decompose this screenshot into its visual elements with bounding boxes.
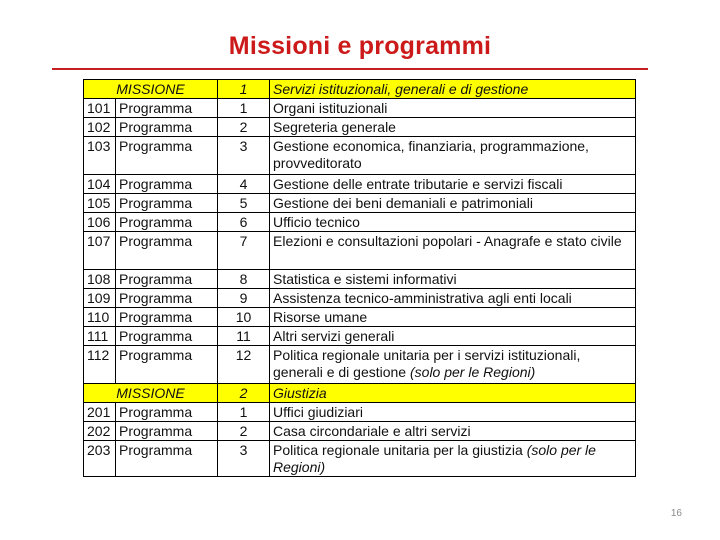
program-note: (solo per le Regioni) <box>410 364 536 380</box>
program-label: Programma <box>116 422 218 441</box>
program-number: 12 <box>218 346 270 384</box>
program-row <box>84 270 636 289</box>
program-description: Risorse umane <box>270 308 636 327</box>
program-code: 201 <box>84 403 116 422</box>
program-description: Gestione economica, finanziaria, programmazione, provveditorato <box>270 137 636 175</box>
program-row <box>84 441 636 477</box>
mission-label: MISSIONE <box>84 384 218 403</box>
program-code: 111 <box>84 327 116 346</box>
program-note: (solo per le Regioni) <box>273 442 596 475</box>
program-label: Programma <box>116 270 218 289</box>
program-row <box>84 422 636 441</box>
mission-row <box>84 80 636 99</box>
program-code: 106 <box>84 213 116 232</box>
page-number: 16 <box>670 508 682 519</box>
program-description: Uffici giudiziari <box>270 403 636 422</box>
program-code: 108 <box>84 270 116 289</box>
program-row <box>84 118 636 137</box>
program-row <box>84 327 636 346</box>
program-description: Statistica e sistemi informativi <box>270 270 636 289</box>
program-code: 101 <box>84 99 116 118</box>
mission-row <box>84 384 636 403</box>
program-description: Gestione delle entrate tributarie e servizi fiscali <box>270 175 636 194</box>
program-row <box>84 308 636 327</box>
program-number: 3 <box>218 441 270 477</box>
program-row <box>84 137 636 175</box>
program-description-text: Politica regionale unitaria per la giustizia <box>273 442 523 458</box>
program-code: 102 <box>84 118 116 137</box>
program-label: Programma <box>116 99 218 118</box>
program-number: 2 <box>218 118 270 137</box>
program-description: Casa circondariale e altri servizi <box>270 422 636 441</box>
program-label: Programma <box>116 232 218 270</box>
mission-description: Servizi istituzionali, generali e di gestione <box>270 80 636 99</box>
program-row <box>84 346 636 384</box>
program-description <box>270 441 636 477</box>
program-description: Altri servizi generali <box>270 327 636 346</box>
program-number: 7 <box>218 232 270 270</box>
program-code: 103 <box>84 137 116 175</box>
program-label: Programma <box>116 289 218 308</box>
program-number: 10 <box>218 308 270 327</box>
program-number: 1 <box>218 99 270 118</box>
program-number: 5 <box>218 194 270 213</box>
program-label: Programma <box>116 137 218 175</box>
program-row <box>84 403 636 422</box>
program-description: Organi istituzionali <box>270 99 636 118</box>
program-description: Assistenza tecnico-amministrativa agli enti locali <box>270 289 636 308</box>
mission-number: 1 <box>218 80 270 99</box>
title-underline <box>52 68 648 70</box>
program-code: 109 <box>84 289 116 308</box>
program-number: 11 <box>218 327 270 346</box>
program-code: 105 <box>84 194 116 213</box>
program-row <box>84 289 636 308</box>
program-row <box>84 213 636 232</box>
program-number: 1 <box>218 403 270 422</box>
program-label: Programma <box>116 175 218 194</box>
program-description: Ufficio tecnico <box>270 213 636 232</box>
slide-title: Missioni e programmi <box>228 32 492 60</box>
program-label: Programma <box>116 194 218 213</box>
program-number: 4 <box>218 175 270 194</box>
program-number: 6 <box>218 213 270 232</box>
program-label: Programma <box>116 346 218 384</box>
program-label: Programma <box>116 441 218 477</box>
mission-label: MISSIONE <box>84 80 218 99</box>
program-code: 203 <box>84 441 116 477</box>
mission-number: 2 <box>218 384 270 403</box>
program-description-text: Politica regionale unitaria per i servizi istituzionali, generali e di gestione <box>273 347 581 380</box>
program-code: 107 <box>84 232 116 270</box>
program-row <box>84 99 636 118</box>
program-description: Elezioni e consultazioni popolari - Anagrafe e stato civile <box>270 232 636 270</box>
missions-table <box>83 79 636 477</box>
mission-description: Giustizia <box>270 384 636 403</box>
program-code: 112 <box>84 346 116 384</box>
program-description: Gestione dei beni demaniali e patrimoniali <box>270 194 636 213</box>
program-row <box>84 194 636 213</box>
program-label: Programma <box>116 327 218 346</box>
program-label: Programma <box>116 213 218 232</box>
program-code: 104 <box>84 175 116 194</box>
program-code: 110 <box>84 308 116 327</box>
program-label: Programma <box>116 403 218 422</box>
program-label: Programma <box>116 118 218 137</box>
program-code: 202 <box>84 422 116 441</box>
program-number: 2 <box>218 422 270 441</box>
program-description: Segreteria generale <box>270 118 636 137</box>
program-row <box>84 175 636 194</box>
program-number: 9 <box>218 289 270 308</box>
program-description <box>270 346 636 384</box>
program-row <box>84 232 636 270</box>
program-number: 8 <box>218 270 270 289</box>
program-number: 3 <box>218 137 270 175</box>
program-label: Programma <box>116 308 218 327</box>
